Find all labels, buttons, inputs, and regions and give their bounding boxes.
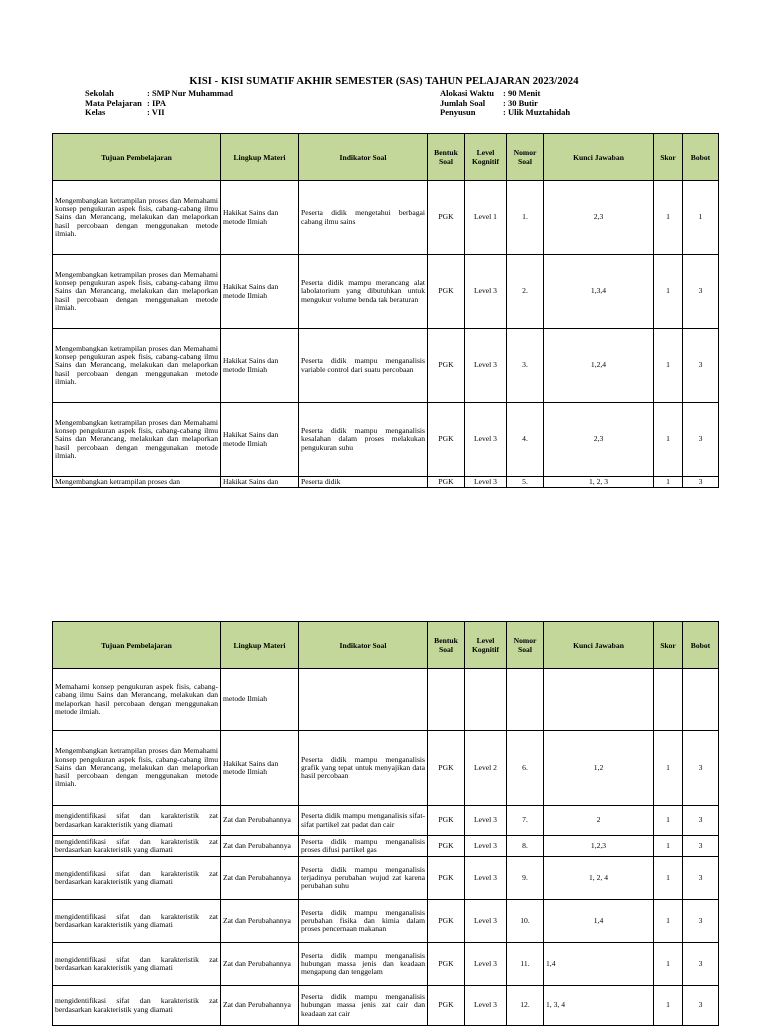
meta-label: Mata Pelajaran: [85, 97, 142, 108]
page-title: KISI - KISI SUMATIF AKHIR SEMESTER (SAS) TAHUN PELAJARAN 2023/2024: [189, 76, 579, 87]
cell-level: Level 3: [465, 836, 507, 857]
header-skor: Skor: [654, 622, 683, 669]
cell-indikator: Peserta didik mampu menganalisis variable control dari suatu percobaan: [299, 329, 428, 403]
cell-lingkup: Hakikat Sains dan metode Ilmiah: [221, 181, 299, 255]
cell-level: Level 3: [465, 403, 507, 477]
cell-skor: 1: [654, 806, 683, 836]
meta-penyusun: [440, 108, 570, 118]
header-indikator: Indikator Soal: [299, 622, 428, 669]
cell-indikator: Peserta didik mampu menganalisis hubungan massa jenis dan keadaan mengapung dan tenggelam: [299, 943, 428, 986]
cell-nomor: 8.: [507, 836, 544, 857]
kisi-table-1: [52, 133, 719, 488]
cell-bentuk: PGK: [428, 900, 465, 943]
cell-bobot: [683, 669, 719, 731]
cell-tujuan: mengidentifikasi sifat dan karakteristik zat berdasarkan karakteristik yang diamati: [53, 836, 221, 857]
cell-indikator: Peserta didik mampu menganalisis hubungan massa jenis zat cair dan keadaan zat cair: [299, 986, 428, 1026]
meta-value: : SMP Nur Muhammad: [147, 88, 234, 98]
cell-kunci: 1,3,4: [544, 255, 654, 329]
table-row: [53, 403, 719, 477]
cell-bentuk: PGK: [428, 329, 465, 403]
cell-indikator: [299, 669, 428, 731]
cell-skor: 1: [654, 403, 683, 477]
cell-level: Level 2: [465, 731, 507, 806]
kisi-table-2: [52, 621, 719, 1026]
cell-lingkup: Zat dan Perubahannya: [221, 900, 299, 943]
cell-skor: [654, 669, 683, 731]
meta-value: : VII: [147, 107, 165, 117]
cell-tujuan: Mengembangkan ketrampilan proses dan Memahami konsep pengukuran aspek fisis, cabang-cabang ilmu Sains dan Merancang, melakukan dan melaporkan hasil percobaan dengan menggunakan metode ilmiah.: [53, 329, 221, 403]
table-row: [53, 900, 719, 943]
cell-tujuan: Mengembangkan ketrampilan proses dan: [53, 477, 221, 488]
cell-lingkup: Hakikat Sains dan metode Ilmiah: [221, 255, 299, 329]
cell-skor: 1: [654, 836, 683, 857]
table-row: [53, 477, 719, 488]
table-row: [53, 255, 719, 329]
cell-bentuk: PGK: [428, 731, 465, 806]
cell-kunci: 1,2: [544, 731, 654, 806]
cell-lingkup: Zat dan Perubahannya: [221, 836, 299, 857]
meta-value: : Ulik Muztahidah: [503, 107, 571, 117]
cell-bentuk: PGK: [428, 403, 465, 477]
header-kunci: Kunci Jawaban: [544, 622, 654, 669]
cell-bobot: 3: [683, 255, 719, 329]
cell-tujuan: mengidentifikasi sifat dan karakteristik zat berdasarkan karakteristik yang diamati: [53, 943, 221, 986]
header-lingkup: Lingkup Materi: [221, 622, 299, 669]
cell-indikator: Peserta didik mampu merancang alat labolatorium yang dibutuhkan untuk mengukur volume benda tak beraturan: [299, 255, 428, 329]
cell-kunci: 1,4: [544, 943, 654, 986]
meta-value: : 30 Butir: [503, 97, 538, 108]
meta-kelas: [85, 108, 233, 118]
cell-tujuan: Mengembangkan ketrampilan proses dan Memahami konsep pengukuran aspek fisis, cabang-cabang ilmu Sains dan Merancang, melakukan dan melaporkan hasil percobaan dengan menggunakan metode ilmiah.: [53, 403, 221, 477]
cell-nomor: 2.: [507, 255, 544, 329]
cell-tujuan: mengidentifikasi sifat dan karakteristik zat berdasarkan karakteristik yang diamati: [53, 986, 221, 1026]
cell-nomor: 4.: [507, 403, 544, 477]
cell-tujuan: Mengembangkan ketrampilan proses dan Memahami konsep pengukuran aspek fisis, cabang-cabang ilmu Sains dan Merancang, melakukan dan melaporkan hasil percobaan dengan menggunakan metode ilmiah.: [53, 255, 221, 329]
meta-label: Penyusun: [440, 107, 476, 117]
cell-lingkup: Hakikat Sains dan metode Ilmiah: [221, 731, 299, 806]
header-lingkup: Lingkup Materi: [221, 134, 299, 181]
cell-kunci: 1, 3, 4: [544, 986, 654, 1026]
header-level: Level Kognitif: [465, 134, 507, 181]
cell-bentuk: PGK: [428, 986, 465, 1026]
cell-skor: 1: [654, 181, 683, 255]
cell-level: Level 3: [465, 900, 507, 943]
cell-indikator: Peserta didik mampu menganalisis terjadinya perubahan wujud zat karena perubahan suhu: [299, 857, 428, 900]
cell-skor: 1: [654, 477, 683, 488]
cell-bobot: 3: [683, 943, 719, 986]
cell-skor: 1: [654, 986, 683, 1026]
table-row: [53, 943, 719, 986]
cell-tujuan: Memahami konsep pengukuran aspek fisis, cabang-cabang ilmu Sains dan Merancang, melakukan dan melaporkan hasil percobaan dengan menggunakan metode ilmiah.: [53, 669, 221, 731]
cell-level: Level 3: [465, 943, 507, 986]
cell-indikator: Peserta didik mengetahui berbagai cabang ilmu sains: [299, 181, 428, 255]
cell-level: [465, 669, 507, 731]
cell-bentuk: PGK: [428, 836, 465, 857]
cell-level: Level 3: [465, 255, 507, 329]
header-bobot: Bobot: [683, 622, 719, 669]
cell-level: Level 3: [465, 329, 507, 403]
cell-tujuan: mengidentifikasi sifat dan karakteristik zat berdasarkan karakteristik yang diamati: [53, 900, 221, 943]
cell-indikator: Peserta didik mampu menganalisis sifat-sifat partikel zat padat dan cair: [299, 806, 428, 836]
cell-skor: 1: [654, 731, 683, 806]
table-row: [53, 181, 719, 255]
cell-skor: 1: [654, 900, 683, 943]
cell-nomor: 9.: [507, 857, 544, 900]
cell-bobot: 3: [683, 900, 719, 943]
cell-kunci: 1,2,3: [544, 836, 654, 857]
cell-nomor: 7.: [507, 806, 544, 836]
cell-tujuan: Mengembangkan ketrampilan proses dan Memahami konsep pengukuran aspek fisis, cabang-cabang ilmu Sains dan Merancang, melakukan dan melaporkan hasil percobaan dengan menggunakan metode ilmiah.: [53, 181, 221, 255]
cell-indikator: Peserta didik mampu menganalisis proses difusi partikel gas: [299, 836, 428, 857]
cell-kunci: 1, 2, 3: [544, 477, 654, 488]
cell-nomor: 12.: [507, 986, 544, 1026]
cell-bentuk: PGK: [428, 943, 465, 986]
header-nomor: Nomor Soal: [507, 622, 544, 669]
header-tujuan: Tujuan Pembelajaran: [53, 134, 221, 181]
cell-lingkup: Zat dan Perubahannya: [221, 806, 299, 836]
cell-lingkup: Hakikat Sains dan: [221, 477, 299, 488]
cell-bentuk: PGK: [428, 181, 465, 255]
cell-level: Level 3: [465, 857, 507, 900]
cell-level: Level 3: [465, 986, 507, 1026]
cell-bobot: 1: [683, 181, 719, 255]
cell-nomor: [507, 669, 544, 731]
cell-bobot: 3: [683, 806, 719, 836]
header-kunci: Kunci Jawaban: [544, 134, 654, 181]
header-indikator: Indikator Soal: [299, 134, 428, 181]
cell-skor: 1: [654, 329, 683, 403]
cell-lingkup: Hakikat Sains dan metode Ilmiah: [221, 403, 299, 477]
cell-tujuan: mengidentifikasi sifat dan karakteristik zat berdasarkan karakteristik yang diamati: [53, 857, 221, 900]
cell-nomor: 3.: [507, 329, 544, 403]
cell-bobot: 3: [683, 731, 719, 806]
cell-kunci: [544, 669, 654, 731]
header-nomor: Nomor Soal: [507, 134, 544, 181]
meta-right: [440, 89, 570, 118]
cell-indikator: Peserta didik mampu menganalisis perubahan fisika dan kimia dalam proses pencernaan makanan: [299, 900, 428, 943]
cell-nomor: 1.: [507, 181, 544, 255]
header-bentuk: Bentuk Soal: [428, 134, 465, 181]
cell-kunci: 2: [544, 806, 654, 836]
cell-bobot: 3: [683, 477, 719, 488]
table-row: [53, 836, 719, 857]
cell-skor: 1: [654, 857, 683, 900]
cell-tujuan: mengidentifikasi sifat dan karakteristik zat berdasarkan karakteristik yang diamati: [53, 806, 221, 836]
cell-lingkup: Hakikat Sains dan metode Ilmiah: [221, 329, 299, 403]
header-bobot: Bobot: [683, 134, 719, 181]
cell-level: Level 3: [465, 806, 507, 836]
cell-lingkup: Zat dan Perubahannya: [221, 943, 299, 986]
table-row: [53, 857, 719, 900]
cell-nomor: 10.: [507, 900, 544, 943]
header-bentuk: Bentuk Soal: [428, 622, 465, 669]
cell-lingkup: metode Ilmiah: [221, 669, 299, 731]
meta-value: : 90 Menit: [503, 88, 541, 98]
table-row: [53, 986, 719, 1026]
cell-bobot: 3: [683, 836, 719, 857]
cell-bobot: 3: [683, 403, 719, 477]
cell-nomor: 6.: [507, 731, 544, 806]
cell-bentuk: PGK: [428, 806, 465, 836]
table-row: [53, 731, 719, 806]
cell-bobot: 3: [683, 329, 719, 403]
cell-tujuan: Mengembangkan ketrampilan proses dan Memahami konsep pengukuran aspek fisis, cabang-cabang ilmu Sains dan Merancang, melakukan dan melaporkan hasil percobaan dengan menggunakan metode ilmiah.: [53, 731, 221, 806]
meta-label: Alokasi Waktu: [440, 88, 494, 98]
header-skor: Skor: [654, 134, 683, 181]
cell-lingkup: Zat dan Perubahannya: [221, 857, 299, 900]
cell-kunci: 2,3: [544, 403, 654, 477]
cell-bentuk: PGK: [428, 857, 465, 900]
cell-lingkup: Zat dan Perubahannya: [221, 986, 299, 1026]
cell-bobot: 3: [683, 857, 719, 900]
table-header-row: [53, 622, 719, 669]
meta-label: Sekolah: [85, 88, 114, 98]
table-header-row: [53, 134, 719, 181]
cell-skor: 1: [654, 255, 683, 329]
cell-indikator: Peserta didik mampu menganalisis kesalahan dalam proses melakukan pengukuran suhu: [299, 403, 428, 477]
cell-nomor: 11.: [507, 943, 544, 986]
cell-kunci: 1, 2, 4: [544, 857, 654, 900]
meta-left: [85, 89, 233, 118]
table-row: [53, 806, 719, 836]
cell-indikator: Peserta didik: [299, 477, 428, 488]
cell-kunci: 2,3: [544, 181, 654, 255]
cell-bobot: 3: [683, 986, 719, 1026]
cell-bentuk: PGK: [428, 255, 465, 329]
cell-level: Level 1: [465, 181, 507, 255]
meta-label: Jumlah Soal: [440, 97, 486, 108]
table-row: [53, 329, 719, 403]
cell-level: Level 3: [465, 477, 507, 488]
table-row: [53, 669, 719, 731]
cell-kunci: 1,4: [544, 900, 654, 943]
cell-kunci: 1,2,4: [544, 329, 654, 403]
meta-value: : IPA: [147, 97, 166, 108]
cell-nomor: 5.: [507, 477, 544, 488]
cell-indikator: Peserta didik mampu menganalisis grafik yang tepat untuk menyajikan data hasil percobaan: [299, 731, 428, 806]
header-level: Level Kognitif: [465, 622, 507, 669]
cell-bentuk: PGK: [428, 477, 465, 488]
header-tujuan: Tujuan Pembelajaran: [53, 622, 221, 669]
meta-label: Kelas: [85, 107, 106, 117]
cell-skor: 1: [654, 943, 683, 986]
cell-bentuk: [428, 669, 465, 731]
